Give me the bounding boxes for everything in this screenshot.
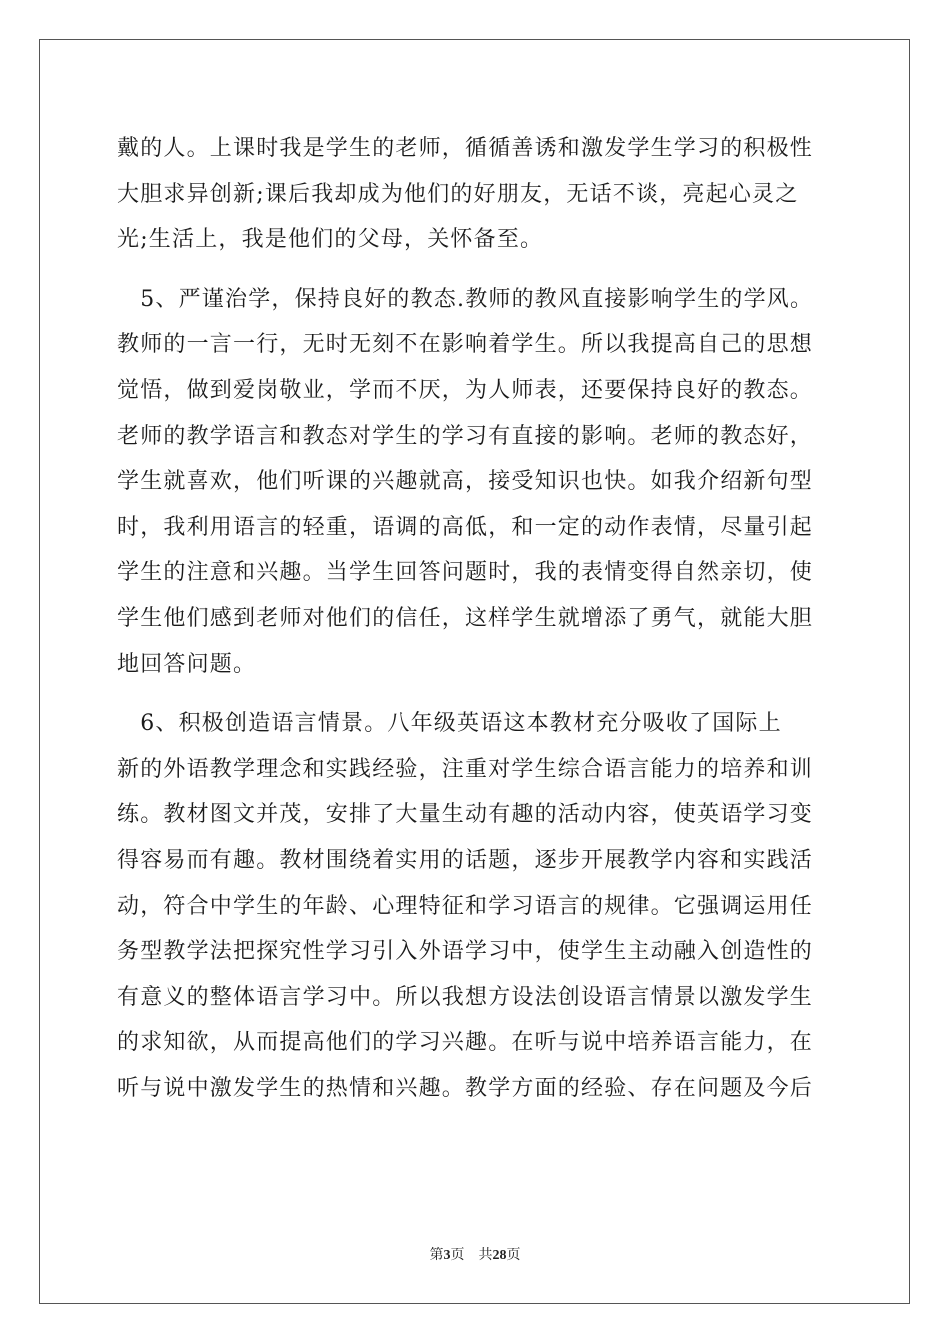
text-line: 学生就喜欢，他们听课的兴趣就高，接受知识也快。如我介绍新句型	[117, 469, 814, 495]
paragraph-2	[117, 277, 857, 687]
text-line: 老师的教学语言和教态对学生的学习有直接的影响。老师的教态好，	[117, 423, 814, 449]
text-line: 6、积极创造语言情景。八年级英语这本教材充分吸收了国际上	[117, 711, 782, 737]
text-line: 时，我利用语言的轻重，语调的高低，和一定的动作表情，尽量引起	[117, 514, 814, 540]
page-prefix: 第	[429, 1248, 444, 1263]
page-footer	[0, 1244, 950, 1264]
text-line: 动，符合中学生的年龄、心理特征和学习语言的规律。它强调运用任	[117, 893, 814, 919]
text-line: 的求知欲，从而提高他们的学习兴趣。在听与说中培养语言能力，在	[117, 1030, 814, 1056]
text-line: 听与说中激发学生的热情和兴趣。教学方面的经验、存在问题及今后	[117, 1075, 814, 1101]
text-line: 戴的人。上课时我是学生的老师，循循善诱和激发学生学习的积极性	[117, 136, 814, 161]
text-line: 学生他们感到老师对他们的信任，这样学生就增添了勇气，就能大胆	[117, 605, 814, 631]
page-suffix: 页	[450, 1248, 465, 1263]
text-line: 学生的注意和兴趣。当学生回答问题时，我的表情变得自然亲切，使	[117, 560, 814, 586]
text-line: 5、严谨治学，保持良好的教态.教师的教风直接影响学生的学风。	[117, 286, 814, 312]
text-line: 教师的一言一行，无时无刻不在影响着学生。所以我提高自己的思想	[117, 332, 814, 358]
text-line: 务型教学法把探究性学习引入外语学习中，使学生主动融入创造性的	[117, 939, 814, 965]
text-line: 地回答问题。	[117, 651, 257, 677]
document-body	[117, 126, 857, 1111]
text-line: 大胆求异创新;课后我却成为他们的好朋友，无话不谈，亮起心灵之	[117, 181, 799, 207]
total-suffix: 页	[506, 1248, 521, 1263]
text-line: 光;生活上，我是他们的父母，关怀备至。	[117, 227, 544, 253]
total-prefix: 共	[478, 1248, 493, 1263]
text-line: 练。教材图文并茂，安排了大量生动有趣的活动内容，使英语学习变	[117, 802, 814, 828]
paragraph-3	[117, 701, 857, 1111]
text-line: 得容易而有趣。教材围绕着实用的话题，逐步开展教学内容和实践活	[117, 847, 814, 873]
paragraph-1	[117, 126, 857, 263]
text-line: 有意义的整体语言学习中。所以我想方设法创设语言情景以激发学生	[117, 984, 814, 1010]
text-line: 新的外语教学理念和实践经验，注重对学生综合语言能力的培养和训	[117, 756, 814, 782]
text-line: 觉悟，做到爱岗敬业，学而不厌，为人师表，还要保持良好的教态。	[117, 377, 814, 403]
page-number: 3	[443, 1248, 451, 1263]
total-pages: 28	[492, 1248, 507, 1263]
